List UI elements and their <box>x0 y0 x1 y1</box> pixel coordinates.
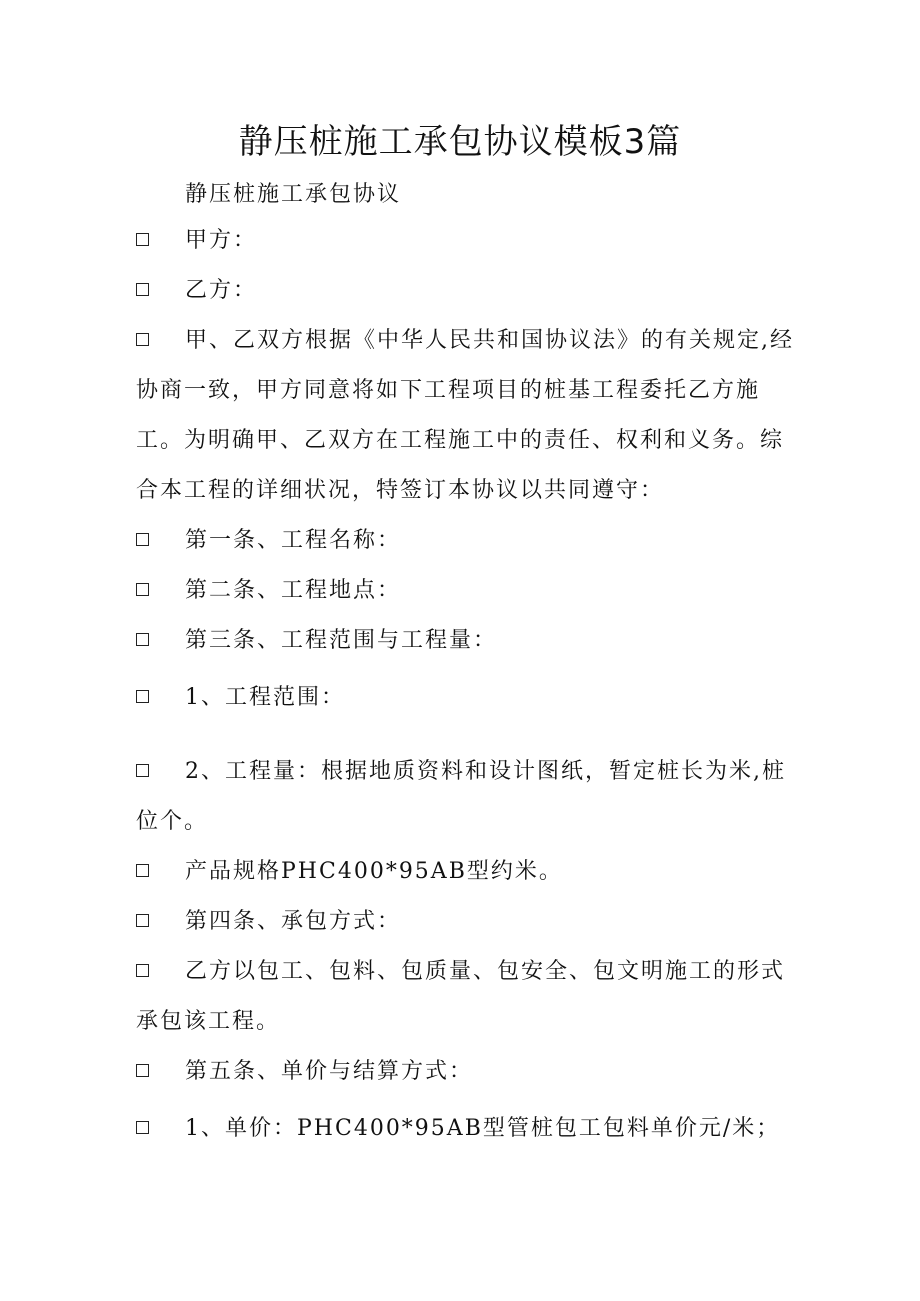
checkbox-bullet-icon <box>136 333 149 346</box>
paragraph <box>136 1047 796 1097</box>
paragraph-text: 第五条、单价与结算方式： <box>185 1059 474 1084</box>
paragraph-text: 1、工程范围： <box>185 685 345 710</box>
document-title: 静压桩施工承包协议模板3篇 <box>238 122 682 162</box>
checkbox-bullet-icon <box>136 864 149 877</box>
paragraph-text: 第二条、工程地点： <box>185 578 402 603</box>
paragraph-text: 1、单价：PHC400*95AB型管桩包工包料单价元/米； <box>185 1116 781 1141</box>
checkbox-bullet-icon <box>136 690 149 703</box>
paragraph-text: 产品规格PHC400*95AB型约米。 <box>185 859 563 884</box>
paragraph-text: 第三条、工程范围与工程量： <box>185 628 498 653</box>
paragraph <box>136 747 796 847</box>
paragraph-text: 甲方： <box>185 228 258 253</box>
checkbox-bullet-icon <box>136 233 149 246</box>
checkbox-bullet-icon <box>136 633 149 646</box>
checkbox-bullet-icon <box>136 764 149 777</box>
checkbox-bullet-icon <box>136 1064 149 1077</box>
document-subtitle: 静压桩施工承包协议 <box>185 182 402 207</box>
paragraph <box>136 1104 796 1154</box>
paragraph <box>136 566 796 616</box>
paragraph-text: 第一条、工程名称： <box>185 528 402 553</box>
paragraph-text: 2、工程量：根据地质资料和设计图纸，暂定桩长为米,桩位个。 <box>136 759 786 834</box>
paragraph-text: 第四条、承包方式： <box>185 909 402 934</box>
paragraph <box>136 266 796 316</box>
paragraph <box>136 216 796 266</box>
paragraph <box>136 616 796 666</box>
paragraph-text: 甲、乙双方根据《中华人民共和国协议法》的有关规定,经协商一致，甲方同意将如下工程项目的桩基工程委托乙方施工。为明确甲、乙双方在工程施工中的责任、权利和义务。综合本工程的详细状况，特签订本协议以共同遵守： <box>136 328 794 503</box>
paragraph <box>136 316 796 516</box>
paragraph-text: 乙方以包工、包料、包质量、包安全、包文明施工的形式承包该工程。 <box>136 959 786 1034</box>
paragraph <box>136 947 796 1047</box>
paragraph <box>136 516 796 566</box>
checkbox-bullet-icon <box>136 1121 149 1134</box>
checkbox-bullet-icon <box>136 533 149 546</box>
paragraph-text: 乙方： <box>185 278 258 303</box>
checkbox-bullet-icon <box>136 914 149 927</box>
checkbox-bullet-icon <box>136 283 149 296</box>
checkbox-bullet-icon <box>136 964 149 977</box>
paragraph <box>136 847 796 897</box>
paragraph <box>136 673 796 723</box>
paragraph <box>136 897 796 947</box>
checkbox-bullet-icon <box>136 583 149 596</box>
